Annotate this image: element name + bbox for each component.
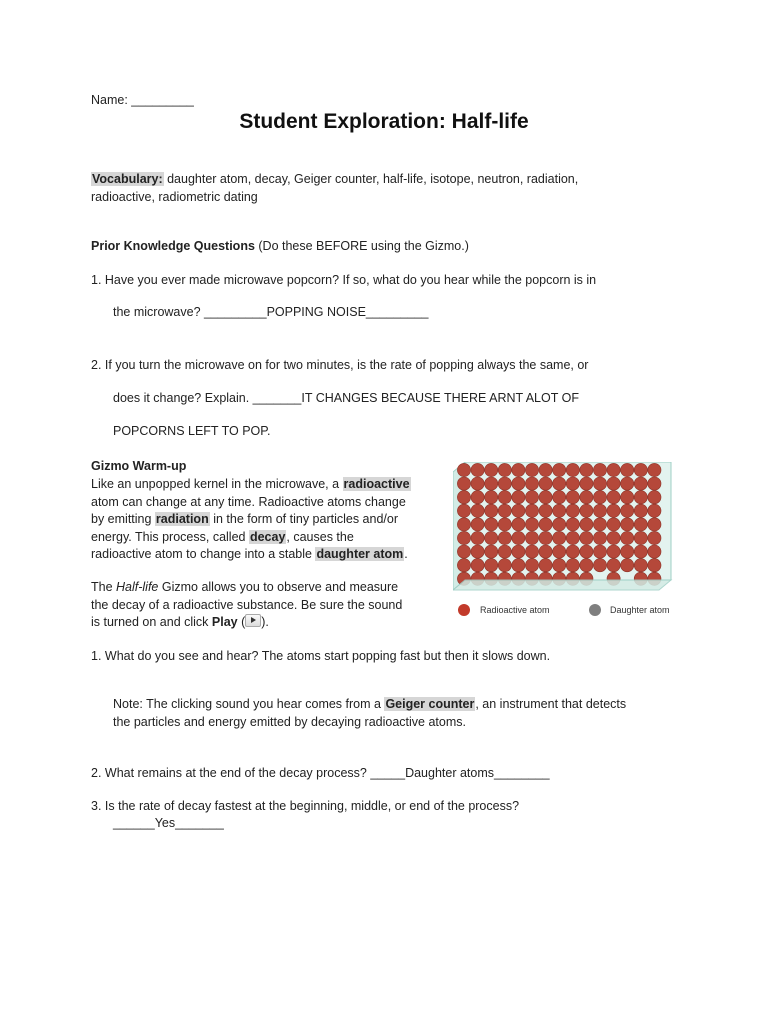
radioactive-atom xyxy=(566,463,579,476)
radioactive-atom xyxy=(498,559,511,572)
radioactive-atom xyxy=(457,463,470,476)
radioactive-atom xyxy=(634,559,647,572)
radioactive-atom xyxy=(471,477,484,490)
radioactive-atom xyxy=(498,545,511,558)
radioactive-atom xyxy=(512,504,525,517)
radioactive-atom xyxy=(566,518,579,531)
warmup-paragraph-2: The Half-life Gizmo allows you to observe and measure the decay of a radioactive substance. Be sure the sound is turned on and click Play ( ). xyxy=(91,580,403,629)
radioactive-atom xyxy=(553,518,566,531)
radioactive-atom xyxy=(607,531,620,544)
radioactive-atom xyxy=(607,477,620,490)
radioactive-atom xyxy=(498,504,511,517)
vocabulary-terms-line2: radioactive, radiometric dating xyxy=(91,189,258,204)
radioactive-atom xyxy=(566,504,579,517)
radioactive-atom xyxy=(648,491,661,504)
radioactive-atom xyxy=(485,477,498,490)
radioactive-atom xyxy=(485,463,498,476)
radioactive-atom xyxy=(525,559,538,572)
radioactive-atom xyxy=(539,559,552,572)
prior-knowledge-heading: Prior Knowledge Questions (Do these BEFORE using the Gizmo.) xyxy=(91,239,469,253)
radioactive-atom xyxy=(471,518,484,531)
radioactive-atom xyxy=(512,518,525,531)
radioactive-atom xyxy=(539,477,552,490)
radioactive-atom xyxy=(457,491,470,504)
radioactive-atom xyxy=(621,463,634,476)
radioactive-atom xyxy=(621,518,634,531)
radioactive-atom xyxy=(648,463,661,476)
radioactive-atom xyxy=(634,463,647,476)
radioactive-atom xyxy=(457,518,470,531)
radioactive-atom xyxy=(512,559,525,572)
warmup-question-1: 1. What do you see and hear? The atoms start popping fast but then it slows down. xyxy=(91,649,551,663)
radioactive-atom xyxy=(457,504,470,517)
vocabulary-terms-line1: daughter atom, decay, Geiger counter, half-life, isotope, neutron, radiation, xyxy=(163,172,579,186)
atom-grid-figure xyxy=(453,462,673,622)
radioactive-atom xyxy=(621,559,634,572)
radioactive-atom xyxy=(485,518,498,531)
radioactive-atom xyxy=(512,477,525,490)
legend-daughter-atom-icon xyxy=(589,604,601,616)
warmup-heading: Gizmo Warm-up xyxy=(91,459,187,473)
radioactive-atom xyxy=(580,531,593,544)
radioactive-atom xyxy=(485,504,498,517)
radioactive-atom xyxy=(457,545,470,558)
term-radiation: radiation xyxy=(155,512,209,526)
radioactive-atom xyxy=(457,477,470,490)
radioactive-atom xyxy=(621,504,634,517)
term-daughter-atom: daughter atom xyxy=(316,547,404,561)
radioactive-atom xyxy=(485,545,498,558)
radioactive-atom xyxy=(525,545,538,558)
radioactive-atom xyxy=(471,504,484,517)
term-radioactive: radioactive xyxy=(343,477,410,491)
term-geiger-counter: Geiger counter xyxy=(385,697,475,711)
radioactive-atom xyxy=(539,531,552,544)
radioactive-atom xyxy=(539,545,552,558)
radioactive-atom xyxy=(607,504,620,517)
radioactive-atom xyxy=(512,491,525,504)
radioactive-atom xyxy=(553,491,566,504)
radioactive-atom xyxy=(512,545,525,558)
radioactive-atom xyxy=(593,477,606,490)
radioactive-atom xyxy=(553,477,566,490)
radioactive-atom xyxy=(621,477,634,490)
radioactive-atom xyxy=(634,531,647,544)
warmup-paragraph-1: Like an unpopped kernel in the microwave, a radioactive atom can change at any time. Radioactive atoms change by emitting radiation in the form of tiny particles and/or energy. This process, called decay, causes the radioactive atom to change into a stable daughter atom. xyxy=(91,477,410,561)
radioactive-atom xyxy=(607,518,620,531)
radioactive-atom xyxy=(648,477,661,490)
question-1-line1: 1. Have you ever made microwave popcorn? If so, what do you hear while the popcorn is in xyxy=(91,273,597,287)
radioactive-atom xyxy=(634,504,647,517)
radioactive-atom xyxy=(593,504,606,517)
radioactive-atom xyxy=(512,531,525,544)
radioactive-atom xyxy=(580,491,593,504)
radioactive-atom xyxy=(525,463,538,476)
legend-radioactive-label: Radioactive atom xyxy=(480,605,550,615)
radioactive-atom xyxy=(485,531,498,544)
warmup-question-3: 3. Is the rate of decay fastest at the beginning, middle, or end of the process? xyxy=(91,799,520,813)
radioactive-atom xyxy=(539,518,552,531)
name-field: Name: _________ xyxy=(91,93,194,107)
radioactive-atom xyxy=(498,463,511,476)
radioactive-atom xyxy=(580,518,593,531)
radioactive-atom xyxy=(471,559,484,572)
warmup-question-2: 2. What remains at the end of the decay process? _____Daughter atoms________ xyxy=(91,766,550,780)
radioactive-atom xyxy=(607,559,620,572)
radioactive-atom xyxy=(566,477,579,490)
radioactive-atom xyxy=(648,504,661,517)
radioactive-atom xyxy=(471,463,484,476)
radioactive-atom xyxy=(457,531,470,544)
radioactive-atom xyxy=(580,559,593,572)
radioactive-atom xyxy=(607,463,620,476)
radioactive-atom xyxy=(634,518,647,531)
radioactive-atom xyxy=(634,545,647,558)
radioactive-atom xyxy=(539,463,552,476)
radioactive-atom xyxy=(607,545,620,558)
radioactive-atom xyxy=(634,477,647,490)
radioactive-atom xyxy=(471,491,484,504)
box-front xyxy=(453,580,671,590)
radioactive-atom xyxy=(566,545,579,558)
radioactive-atom xyxy=(607,491,620,504)
radioactive-atom xyxy=(471,545,484,558)
radioactive-atom xyxy=(498,477,511,490)
radioactive-atom xyxy=(593,491,606,504)
radioactive-atom xyxy=(525,491,538,504)
radioactive-atom xyxy=(580,463,593,476)
term-decay: decay xyxy=(249,529,286,544)
radioactive-atom xyxy=(553,463,566,476)
radioactive-atom xyxy=(498,518,511,531)
question-1-answer: the microwave? _________POPPING NOISE_________ xyxy=(113,305,429,319)
radioactive-atom xyxy=(648,559,661,572)
radioactive-atom xyxy=(566,531,579,544)
radioactive-atom xyxy=(648,531,661,544)
radioactive-atom xyxy=(553,531,566,544)
play-icon[interactable] xyxy=(245,614,261,627)
radioactive-atom xyxy=(621,545,634,558)
radioactive-atom xyxy=(512,463,525,476)
radioactive-atom xyxy=(498,491,511,504)
radioactive-atom xyxy=(580,504,593,517)
radioactive-atom xyxy=(621,531,634,544)
question-2-answer-line1: does it change? Explain. _______IT CHANGES BECAUSE THERE ARNT ALOT OF xyxy=(113,391,579,405)
legend-daughter-label: Daughter atom xyxy=(610,605,670,615)
warmup-question-3-answer: ______Yes_______ xyxy=(113,816,224,830)
radioactive-atom xyxy=(580,545,593,558)
radioactive-atom xyxy=(593,518,606,531)
radioactive-atom xyxy=(539,491,552,504)
radioactive-atom xyxy=(566,559,579,572)
radioactive-atom xyxy=(593,531,606,544)
radioactive-atom xyxy=(471,531,484,544)
radioactive-atom xyxy=(485,559,498,572)
radioactive-atom xyxy=(648,545,661,558)
question-2-answer-line2: POPCORNS LEFT TO POP. xyxy=(113,424,271,438)
radioactive-atom xyxy=(621,491,634,504)
radioactive-atom xyxy=(498,531,511,544)
radioactive-atom xyxy=(553,559,566,572)
radioactive-atom xyxy=(525,518,538,531)
radioactive-atom xyxy=(553,504,566,517)
radioactive-atom xyxy=(457,559,470,572)
radioactive-atom xyxy=(580,477,593,490)
radioactive-atom xyxy=(539,504,552,517)
radioactive-atom xyxy=(593,545,606,558)
question-2-line1: 2. If you turn the microwave on for two minutes, is the rate of popping always the same, or xyxy=(91,358,589,372)
radioactive-atom xyxy=(485,491,498,504)
radioactive-atom xyxy=(566,491,579,504)
vocabulary-label: Vocabulary: xyxy=(92,172,163,186)
radioactive-atom xyxy=(525,504,538,517)
radioactive-atom xyxy=(648,518,661,531)
radioactive-atom xyxy=(593,463,606,476)
page-title: Student Exploration: Half-life xyxy=(239,110,529,133)
vocabulary-section xyxy=(91,171,578,206)
geiger-note: Note: The clicking sound you hear comes from a Geiger counter, an instrument that detects the particles and energy emitted by decaying radioactive atoms. xyxy=(113,697,627,729)
radioactive-atom xyxy=(634,491,647,504)
legend-radioactive-atom-icon xyxy=(458,604,470,616)
radioactive-atom xyxy=(593,559,606,572)
radioactive-atom xyxy=(525,477,538,490)
radioactive-atom xyxy=(553,545,566,558)
radioactive-atom xyxy=(525,531,538,544)
